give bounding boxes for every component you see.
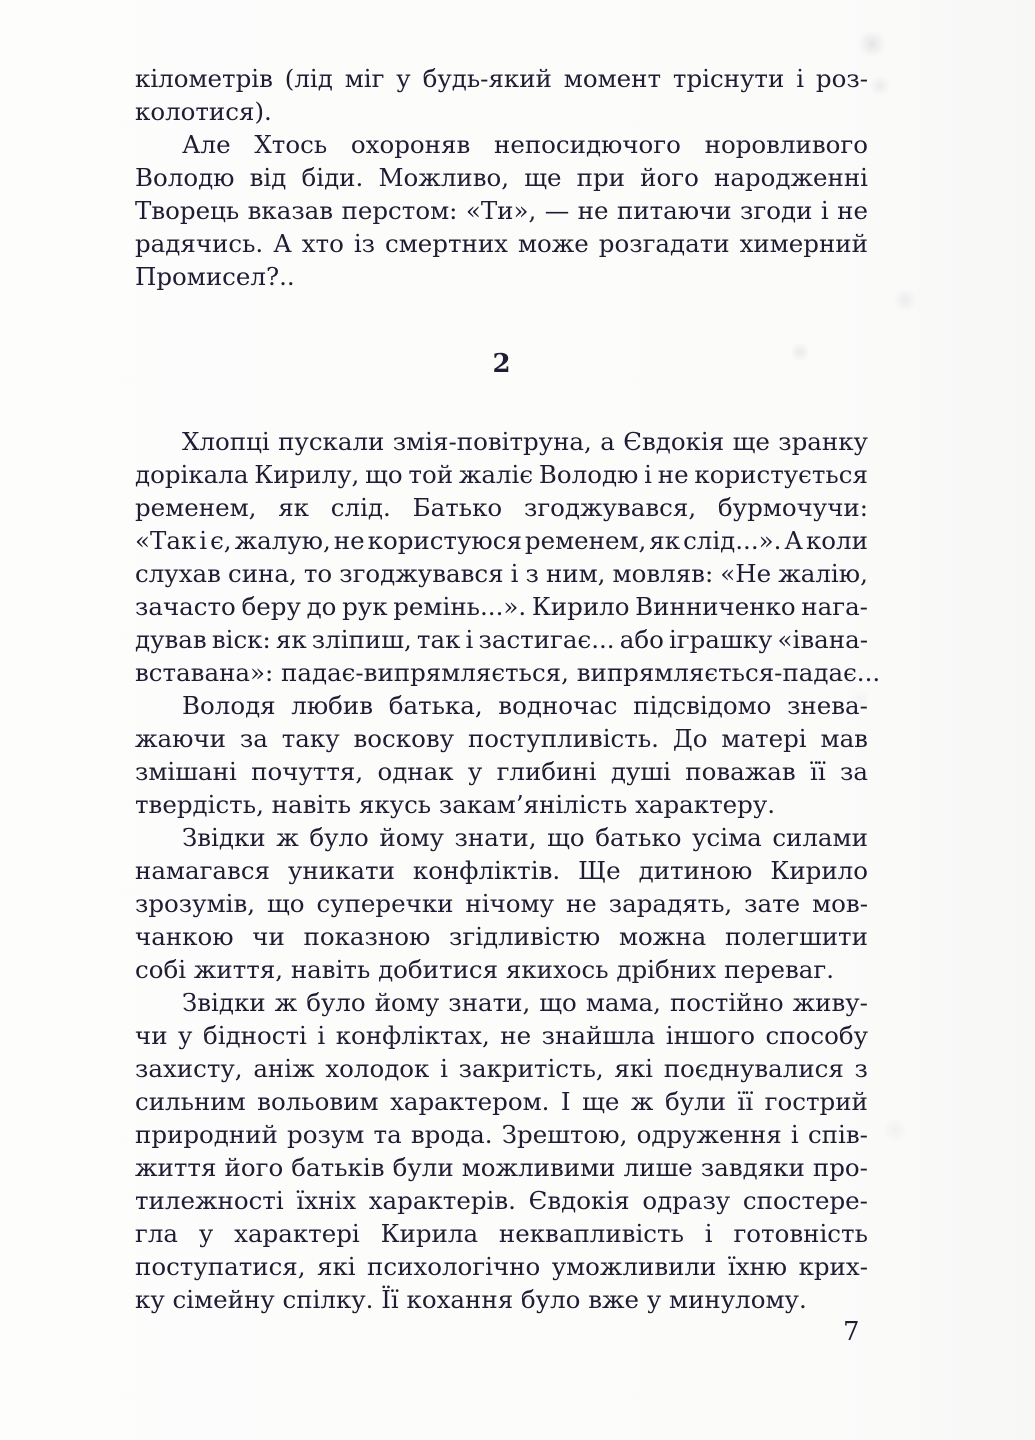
text-line: кілометрів (лід міг у будь-який момент тріснути і роз- (135, 64, 868, 93)
text-line: жаючи за таку воскову поступливість. До матері мав (135, 724, 868, 753)
text-line: Володя любив батька, водночас підсвідомо знева- (182, 691, 868, 720)
text-line: гла у характері Кирила неквапливість і готовність (135, 1219, 868, 1248)
text-line: чи у бідності і конфліктах, не знайшла іншого способу (135, 1021, 868, 1050)
text-line: собі життя, навіть добитися якихось дрібних переваг. (135, 955, 835, 984)
text-line: тилежності їхніх характерів. Євдокія одразу спостере- (135, 1186, 868, 1215)
text-line: твердість, навіть якусь закам’янілість характеру. (135, 790, 776, 819)
paragraph (135, 425, 881, 689)
text-line: ку сімейну спілку. Її кохання було вже у минулому. (135, 1285, 807, 1314)
text-line: дував віск: як зліпиш, так і застигає... або іграшку «івана- (135, 625, 868, 654)
paragraph (135, 128, 868, 293)
page-number: 7 (843, 1317, 860, 1347)
text-column (135, 62, 881, 1316)
text-line: Звідки ж було йому знати, що мама, постійно живу- (182, 988, 868, 1017)
text-line: Звідки ж було йому знати, що батько усіма силами (182, 823, 868, 852)
text-line: колотися). (135, 97, 272, 126)
section-heading: 2 (492, 349, 511, 379)
text-line: Але Хтось охороняв непосидючого норовливого (182, 130, 868, 159)
text-line: радячись. А хто із смертних може розгадати химерний (135, 229, 868, 258)
text-line: вставана»: падає-випрямляється, випрямляється-падає... (135, 658, 881, 687)
text-line: Творець вказав перстом: «Ти», — не питаючи згоди і не (135, 196, 868, 225)
paragraph (135, 821, 868, 986)
paragraph (135, 689, 868, 821)
text-line: дорікала Кирилу, що той жаліє Володю і не користується (135, 460, 868, 489)
text-line: слухав сина, то згоджувався і з ним, мовляв: «Не жалію, (135, 559, 868, 588)
text-line: змішані почуття, однак у глибині душі поважав її за (135, 757, 868, 786)
text-line: зачасто беру до рук ремінь...». Кирило Винниченко нага- (135, 592, 868, 621)
paragraph (135, 986, 868, 1316)
text-line: Хлопці пускали змія-повітруна, а Євдокія ще зранку (182, 427, 868, 456)
text-line: поступатися, які психологічно уможливили їхню крих- (135, 1252, 868, 1281)
text-line: сильним вольовим характером. І ще ж були її гострий (135, 1087, 868, 1116)
paragraph (135, 62, 868, 128)
text-line: природний розум та врода. Зрештою, одруження і спів- (135, 1120, 868, 1149)
text-line: Промисел?.. (135, 262, 295, 291)
text-line: намагався уникати конфліктів. Ще дитиною Кирило (135, 856, 868, 885)
text-line: чанкою чи показною згідливістю можна полегшити (135, 922, 868, 951)
text-line: Володю від біди. Можливо, ще при його народженні (135, 163, 868, 192)
text-line: «Так і є, жалую, не користуюся ременем, як слід...». А коли (135, 526, 868, 555)
text-line: ременем, як слід. Батько згоджувався, бурмочучи: (135, 493, 868, 522)
text-line: захисту, аніж холодок і закритість, які поєднувалися з (135, 1054, 868, 1083)
text-line: життя його батьків були можливими лише завдяки про- (135, 1153, 868, 1182)
text-line: зрозумів, що суперечки нічому не зарадять, зате мов- (135, 889, 868, 918)
